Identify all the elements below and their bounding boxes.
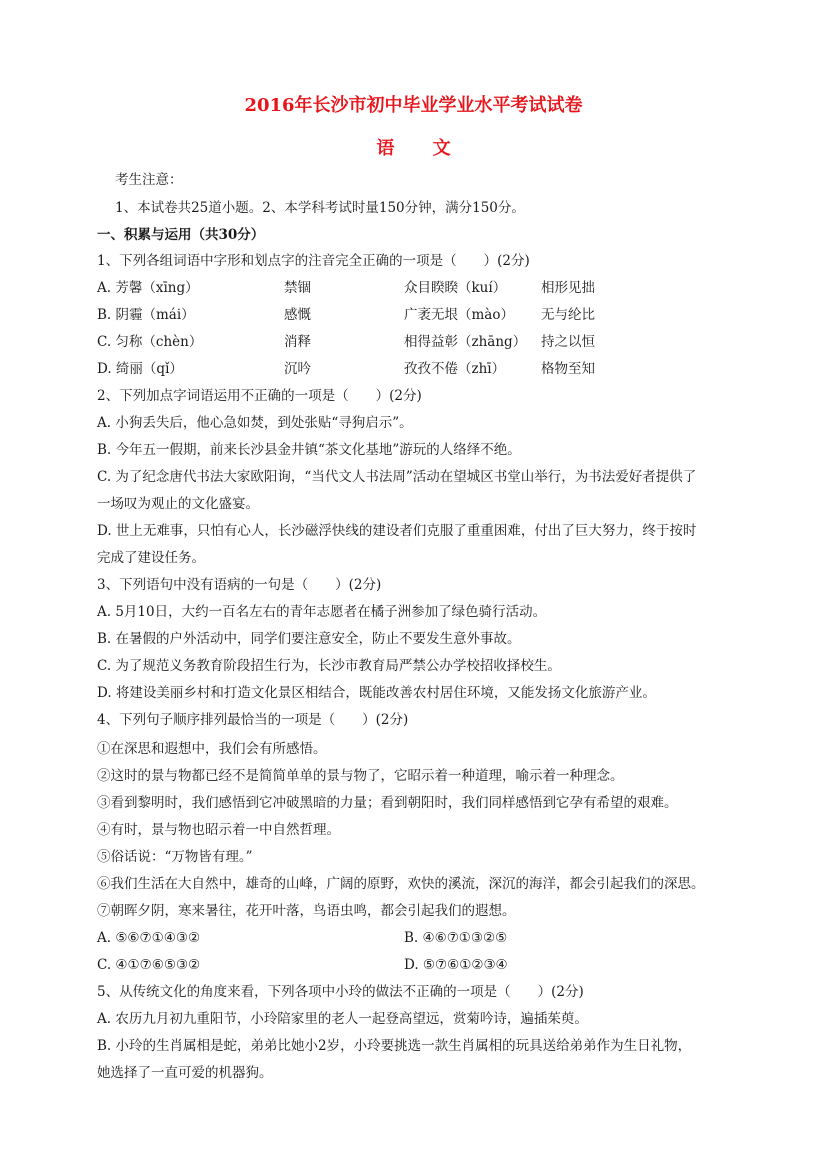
question-4-option-a: A. ⑤⑥⑦①④③② — [97, 930, 201, 946]
option-a-word-3: 众目睽睽（kuí） — [404, 280, 507, 296]
question-5-option-a: A. 农历九月初九重阳节，小玲陪家里的老人一起登高望远，赏菊吟诗，遍插茱萸。 — [97, 1011, 588, 1027]
option-b-word-3: 广袤无垠（mào） — [404, 307, 514, 323]
sentence-7: ⑦朝晖夕阴，寒来暑往，花开叶落，鸟语虫鸣，都会引起我们的遐想。 — [97, 903, 516, 919]
subject-title: 语 文 — [376, 138, 467, 159]
option-a-word-2: 禁锢 — [284, 280, 311, 296]
option-d-word-1: D. 绮丽（qǐ） — [97, 361, 183, 377]
exam-title: 2016年长沙市初中毕业学业水平考试试卷 — [244, 95, 583, 116]
section-heading: 一、积累与运用（共30分） — [97, 227, 265, 243]
sentence-6: ⑥我们生活在大自然中，雄奇的山峰，广阔的原野，欢快的溪流，深沉的海洋，都会引起我们的深思。 — [97, 876, 705, 892]
option-d-word-2: 沉吟 — [284, 361, 311, 377]
question-2-option-a: A. 小狗丢失后，他心急如焚，到处张贴“寻狗启示”。 — [97, 415, 413, 431]
question-3-option-c: C. 为了规范义务教育阶段招生行为，长沙市教育局严禁公办学校招收择校生。 — [97, 658, 561, 674]
sentence-4: ④有时，景与物也昭示着一中自然哲理。 — [97, 822, 340, 838]
option-c-word-4: 持之以恒 — [541, 334, 595, 350]
option-c-word-1: C. 匀称（chèn） — [97, 334, 203, 350]
question-1-stem: 1、下列各组词语中字形和划点字的注音完全正确的一项是（ ）(2分) — [97, 253, 530, 269]
question-2-option-c-cont: 一场叹为观止的文化盛宴。 — [97, 496, 259, 512]
question-2-stem: 2、下列加点字词语运用不正确的一项是（ ）(2分) — [97, 388, 422, 404]
question-2-option-b: B. 今年五一假期，前来长沙县金井镇“茶文化基地”游玩的人络绎不绝。 — [97, 442, 521, 458]
question-3-option-a: A. 5月10日，大约一百名左右的青年志愿者在橘子洲参加了绿色骑行活动。 — [97, 604, 547, 620]
sentence-1: ①在深思和遐想中，我们会有所感悟。 — [97, 741, 327, 757]
question-3-option-d: D. 将建设美丽乡村和打造文化景区相结合，既能改善农村居住环境，又能发扬文化旅游产业。 — [97, 685, 656, 701]
option-a-word-1: A. 芳馨（xīng） — [97, 280, 199, 296]
sentence-3: ③看到黎明时，我们感悟到它冲破黑暗的力量；看到朝阳时，我们同样感悟到它孕有希望的艰难。 — [97, 795, 678, 811]
question-4-option-c: C. ④①⑦⑥⑤③② — [97, 957, 201, 973]
option-d-word-4: 格物至知 — [541, 361, 595, 377]
option-d-word-3: 孜孜不倦（zhī） — [404, 361, 506, 377]
sentence-5: ⑤俗话说：“万物皆有理。” — [97, 849, 253, 865]
question-2-option-d-cont: 完成了建设任务。 — [97, 550, 205, 566]
option-b-word-4: 无与纶比 — [541, 307, 595, 323]
question-5-option-b-cont: 她选择了一直可爱的机器狗。 — [97, 1065, 273, 1081]
question-5-option-b: B. 小玲的生肖属相是蛇，弟弟比她小2岁，小玲要挑选一款生肖属相的玩具送给弟弟作为生日礼物， — [97, 1038, 692, 1054]
notice-label: 考生注意： — [115, 172, 183, 188]
question-4-option-d: D. ⑤⑦⑥①②③④ — [404, 957, 508, 973]
option-c-word-2: 消释 — [284, 334, 311, 350]
question-2-option-c: C. 为了纪念唐代书法大家欧阳询，“当代文人书法周”活动在望城区书堂山举行，为书法爱好者提供了 — [97, 469, 697, 485]
sentence-2: ②这时的景与物都已经不是简简单单的景与物了，它昭示着一种道理，喻示着一种理念。 — [97, 768, 624, 784]
option-c-word-3: 相得益彰（zhāng） — [404, 334, 527, 350]
option-a-word-4: 相形见拙 — [541, 280, 595, 296]
option-b-word-2: 感慨 — [284, 307, 311, 323]
question-3-option-b: B. 在暑假的户外活动中，同学们要注意安全，防止不要发生意外事故。 — [97, 631, 521, 647]
notice-text: 1、本试卷共25道小题。2、本学科考试时量150分钟，满分150分。 — [115, 200, 525, 216]
question-5-stem: 5、从传统文化的角度来看，下列各项中小玲的做法不正确的一项是（ ）(2分) — [97, 984, 584, 1000]
question-2-option-d: D. 世上无难事，只怕有心人，长沙磁浮快线的建设者们克服了重重困难，付出了巨大努力，终于按时 — [97, 523, 697, 539]
question-4-option-b: B. ④⑥⑦①③②⑤ — [404, 930, 508, 946]
question-4-stem: 4、下列句子顺序排列最恰当的一项是（ ）(2分) — [97, 712, 409, 728]
option-b-word-1: B. 阴霾（mái） — [97, 307, 195, 323]
question-3-stem: 3、下列语句中没有语病的一句是（ ）(2分) — [97, 577, 382, 593]
